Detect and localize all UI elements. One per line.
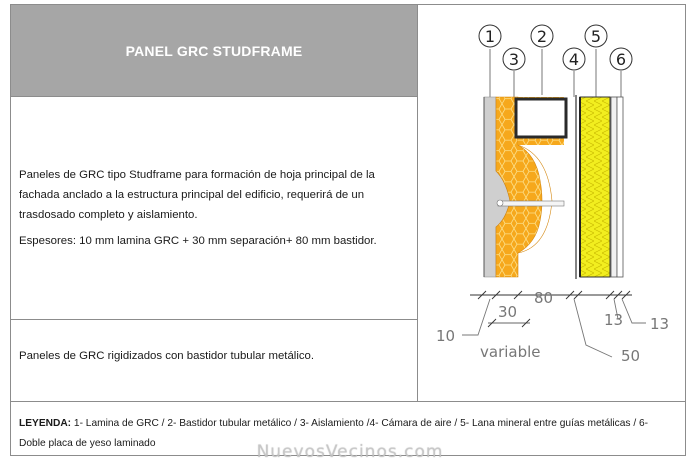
callout-6-label: 6 [615,50,627,69]
wall-section [484,95,623,279]
dim-50: 50 [621,347,641,365]
callout-3-label: 3 [508,50,520,69]
legend-label: LEYENDA: [19,418,72,429]
callout-6 [610,48,632,70]
dim-80: 80 [534,289,554,307]
dim-30: 30 [498,303,518,321]
dimension-labels [436,289,669,365]
description-cell [11,97,417,320]
dim-13b: 13 [650,315,670,333]
callout-4 [563,48,585,70]
callout-5 [585,25,607,47]
dim-13a: 13 [604,311,624,329]
callout-5-label: 5 [590,27,602,46]
callout-2-label: 2 [536,27,548,46]
section-diagram [418,5,685,401]
callout-4-label: 4 [568,50,580,69]
page-title: PANEL GRC STUDFRAME [125,42,303,59]
section-diagram-svg [418,5,685,401]
callout-3 [503,48,525,70]
left-column [11,5,418,401]
title-cell [11,5,417,97]
tubular-frame [516,99,566,137]
callout-2 [531,25,553,47]
gypsum-board-1 [611,97,617,277]
mineral-wool-layer [580,97,610,277]
callout-1-label: 1 [484,27,496,46]
anchor-bar [498,201,564,206]
rigidized-cell [11,321,417,401]
watermark: NuevosVecinos.com [256,442,444,462]
description-paragraph-1: Paneles de GRC tipo Studframe para formación de hoja principal de la fachada anclado a la estructura principal del edificio, requerirá de un trasdosado completo y aislamiento. [19,169,375,221]
rigidized-text: Paneles de GRC rigidizados con bastidor tubular metálico. [19,350,315,362]
panel-sheet [10,4,686,456]
callout-1 [479,25,501,47]
gypsum-board-2 [617,97,623,277]
dim-10: 10 [436,327,456,345]
dim-variable: variable [480,343,541,361]
description-paragraph-2: Espesores: 10 mm lamina GRC + 30 mm separación+ 80 mm bastidor. [19,235,377,247]
legend-text: 1- Lamina de GRC / 2- Bastidor tubular metálico / 3- Aislamiento /4- Cámara de aire / 5- Lana mineral entre guías metálicas / 6- Doble placa de yeso laminado [19,418,649,449]
